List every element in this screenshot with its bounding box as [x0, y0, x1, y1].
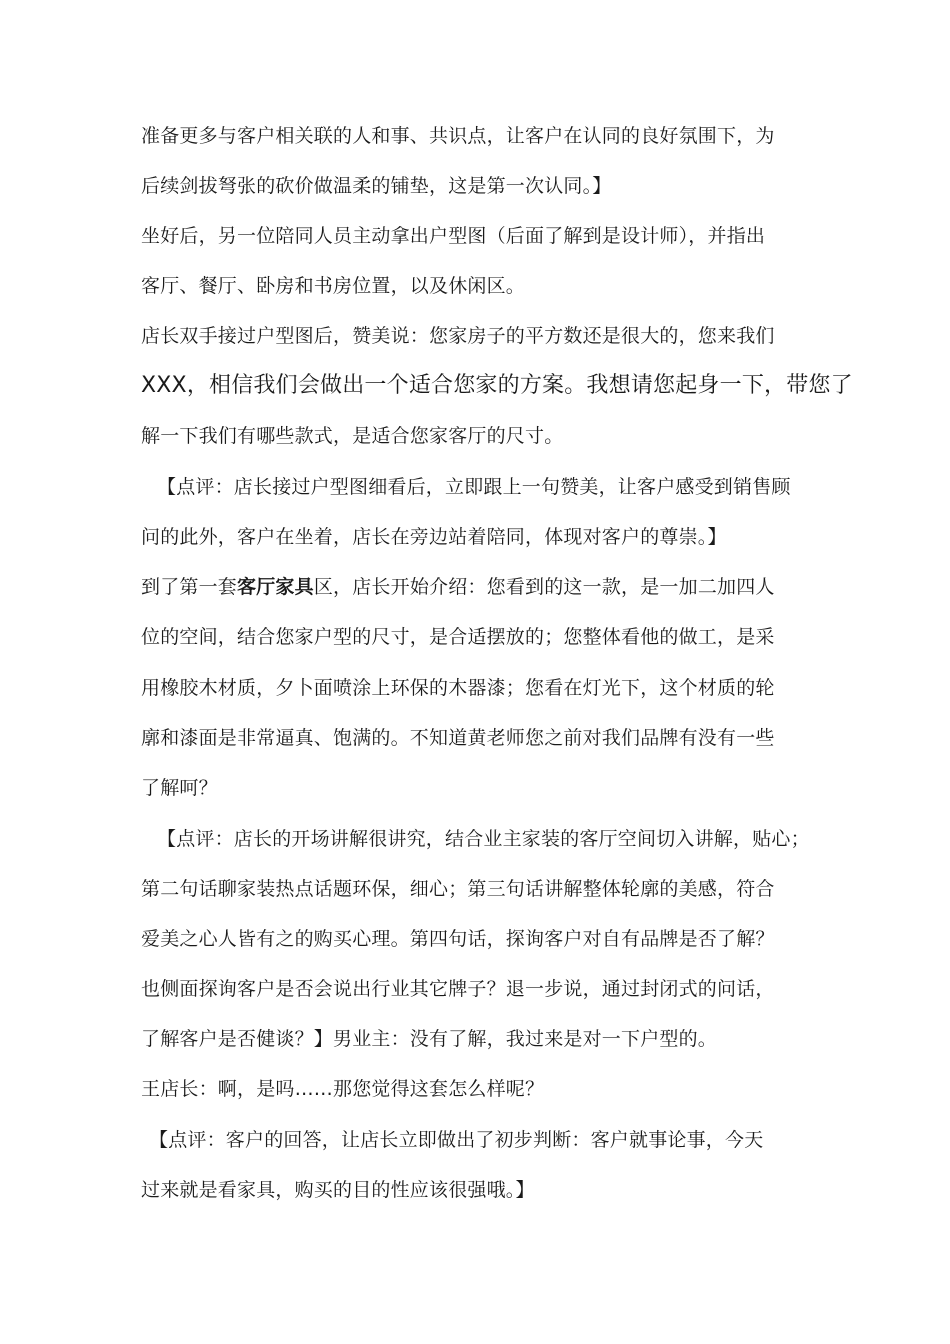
text-line-12: 用橡胶木材质，夕卜面喷涂上环保的木器漆；您看在灯光下，这个材质的轮: [141, 677, 775, 699]
comment-line-1: 【点评：店长接过户型图细看后，立即跟上一句赞美，让客户感受到销售顾: [157, 476, 791, 498]
text-line-6: XXX，相信我们会做出一个适合您家的方案。我想请您起身一下，带您了: [141, 373, 853, 398]
comment-line-4: 第二句话聊家装热点话题环保，细心；第三句话讲解整体轮廓的美感，符合: [141, 878, 775, 900]
text-segment: 区，店长开始介绍：您看到的这一款，是一加二加四人: [313, 576, 775, 598]
comment-line-8: 【点评：客户的回答，让店长立即做出了初步判断：客户就事论事，今天: [149, 1129, 764, 1151]
comment-line-3: 【点评：店长的开场讲解很讲究，结合业主家装的客厅空间切入讲解，贴心；: [157, 828, 810, 850]
text-line-7: 解一下我们有哪些款式，是适合您家客厅的尺寸。: [141, 425, 564, 447]
text-line-13: 廓和漆面是非常逼真、饱满的。不知道黄老师您之前对我们品牌有没有一些: [141, 727, 775, 749]
comment-line-2: 问的此外，客户在坐着，店长在旁边站着陪同，体现对客户的尊崇。】: [141, 526, 727, 548]
text-line-11: 位的空间，结合您家户型的尺寸，是合适摆放的；您整体看他的做工，是采: [141, 626, 775, 648]
text-line-3: 坐好后，另一位陪同人员主动拿出户型图（后面了解到是设计师），并指出: [141, 225, 766, 247]
text-line-14: 了解呵？: [141, 777, 218, 799]
comment-line-7: 了解客户是否健谈？】男业主：没有了解，我过来是对一下户型的。: [141, 1028, 718, 1050]
bold-term: 客厅家具: [237, 576, 314, 598]
text-line-mixed: [141, 572, 831, 602]
text-line-4: 客厅、餐厅、卧房和书房位置，以及休闲区。: [141, 275, 526, 297]
text-line-1: 准备更多与客户相关联的人和事、共识点，让客户在认同的良好氛围下，为: [141, 125, 775, 147]
text-line-5: 店长双手接过户型图后，赞美说：您家房子的平方数还是很大的，您来我们: [141, 325, 775, 347]
comment-line-6: 也侧面探询客户是否会说出行业其它牌子？退一步说，通过封闭式的问话，: [141, 978, 775, 1000]
text-line-2: 后续剑拔弩张的砍价做温柔的铺垫，这是第一次认同。】: [141, 175, 612, 197]
comment-line-9: 过来就是看家具，购买的目的性应该很强哦。】: [141, 1179, 535, 1201]
comment-line-5: 爱美之心人皆有之的购买心理。第四句话，探询客户对自有品牌是否了解？: [141, 928, 775, 950]
dialogue-line: 王店长：啊，是吗……那您觉得这套怎么样呢？: [141, 1078, 545, 1100]
text-segment: 到了第一套: [141, 576, 238, 598]
